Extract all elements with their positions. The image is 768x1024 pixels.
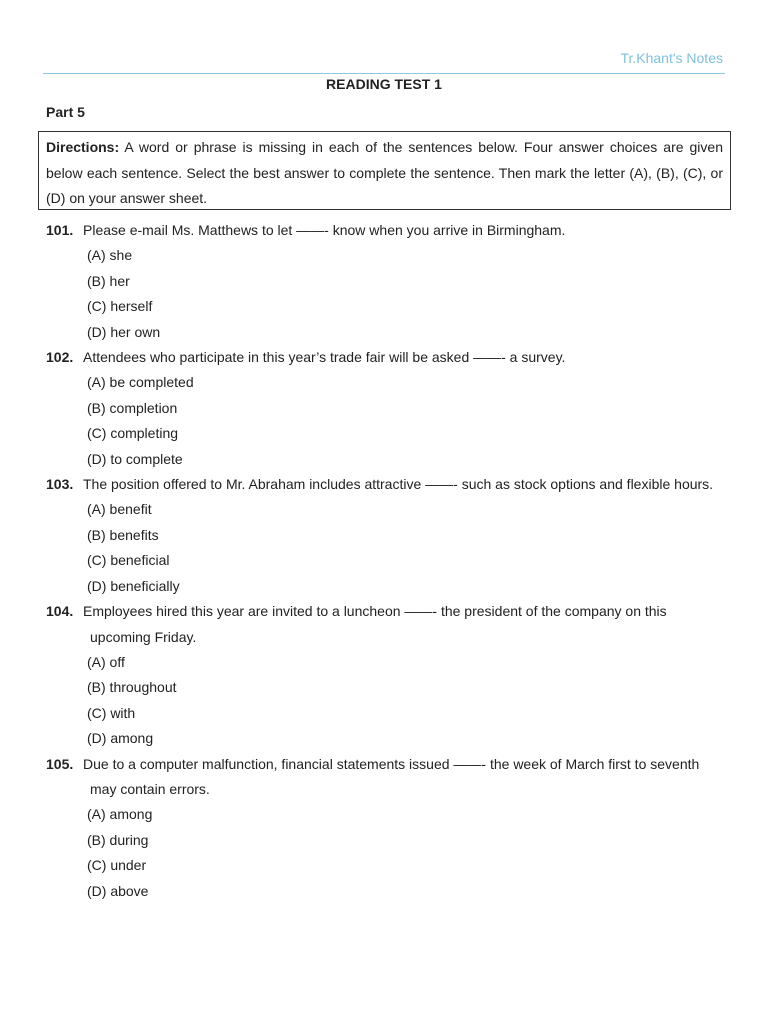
question-stem [46, 218, 722, 243]
question-text: Due to a computer malfunction, financial statements issued ——- the week of March first to seventh may contain errors. [83, 755, 700, 797]
question-text: Please e-mail Ms. Matthews to let ——- know when you arrive in Birmingham. [83, 222, 566, 238]
question-stem [46, 345, 722, 370]
answer-option-b[interactable]: (B) benefits [87, 526, 159, 543]
answer-option-b[interactable]: (B) her [87, 272, 130, 289]
answer-option-d[interactable]: (D) her own [87, 323, 161, 340]
question-stem [46, 599, 722, 650]
question-103 [46, 472, 722, 599]
test-title: READING TEST 1 [326, 76, 442, 92]
header-note: Tr.Khant's Notes [620, 50, 723, 66]
answer-option-c[interactable]: (C) under [87, 857, 147, 874]
answer-option-b[interactable]: (B) throughout [87, 679, 177, 696]
directions-text: A word or phrase is missing in each of the sentences below. Four answer choices are given below each sentence. Select the best answer to complete the sentence. Then mark the letter (A), (B), (C), or (D) on your answer sheet. [46, 139, 723, 206]
answer-option-c[interactable]: (C) herself [87, 298, 153, 315]
part-label: Part 5 [46, 104, 85, 120]
answer-option-a[interactable]: (A) among [87, 806, 153, 823]
question-number: 101. [46, 222, 74, 238]
question-text: Employees hired this year are invited to a luncheon ——- the president of the company on this upcoming Friday. [83, 603, 667, 645]
question-stem [46, 752, 722, 803]
question-104 [46, 599, 722, 751]
question-text: Attendees who participate in this year’s trade fair will be asked ——- a survey. [83, 349, 566, 366]
question-105 [46, 752, 722, 904]
question-102 [46, 345, 722, 472]
answer-option-a[interactable]: (A) be completed [87, 374, 194, 391]
answer-option-a[interactable]: (A) she [87, 247, 133, 264]
question-number: 102. [46, 349, 74, 366]
answer-option-c[interactable]: (C) completing [87, 425, 179, 442]
directions-lead: Directions: [46, 139, 120, 155]
answer-option-b[interactable]: (B) during [87, 831, 149, 848]
question-101 [46, 218, 722, 345]
answer-option-d[interactable]: (D) among [87, 730, 154, 747]
answer-option-b[interactable]: (B) completion [87, 399, 178, 416]
answer-option-c[interactable]: (C) beneficial [87, 552, 170, 569]
directions-box [38, 131, 731, 210]
answer-option-c[interactable]: (C) with [87, 704, 136, 721]
question-number: 105. [46, 755, 74, 772]
answer-option-d[interactable]: (D) to complete [87, 450, 183, 467]
question-number: 103. [46, 476, 74, 493]
header-divider [43, 73, 725, 74]
answer-option-d[interactable]: (D) above [87, 882, 149, 899]
question-list [46, 218, 722, 904]
answer-option-d[interactable]: (D) beneficially [87, 577, 180, 594]
question-number: 104. [46, 603, 74, 620]
answer-option-a[interactable]: (A) off [87, 653, 125, 670]
answer-option-a[interactable]: (A) benefit [87, 501, 152, 518]
question-text: The position offered to Mr. Abraham includes attractive ——- such as stock options and flexible hours. [83, 476, 714, 493]
question-stem [46, 472, 722, 497]
